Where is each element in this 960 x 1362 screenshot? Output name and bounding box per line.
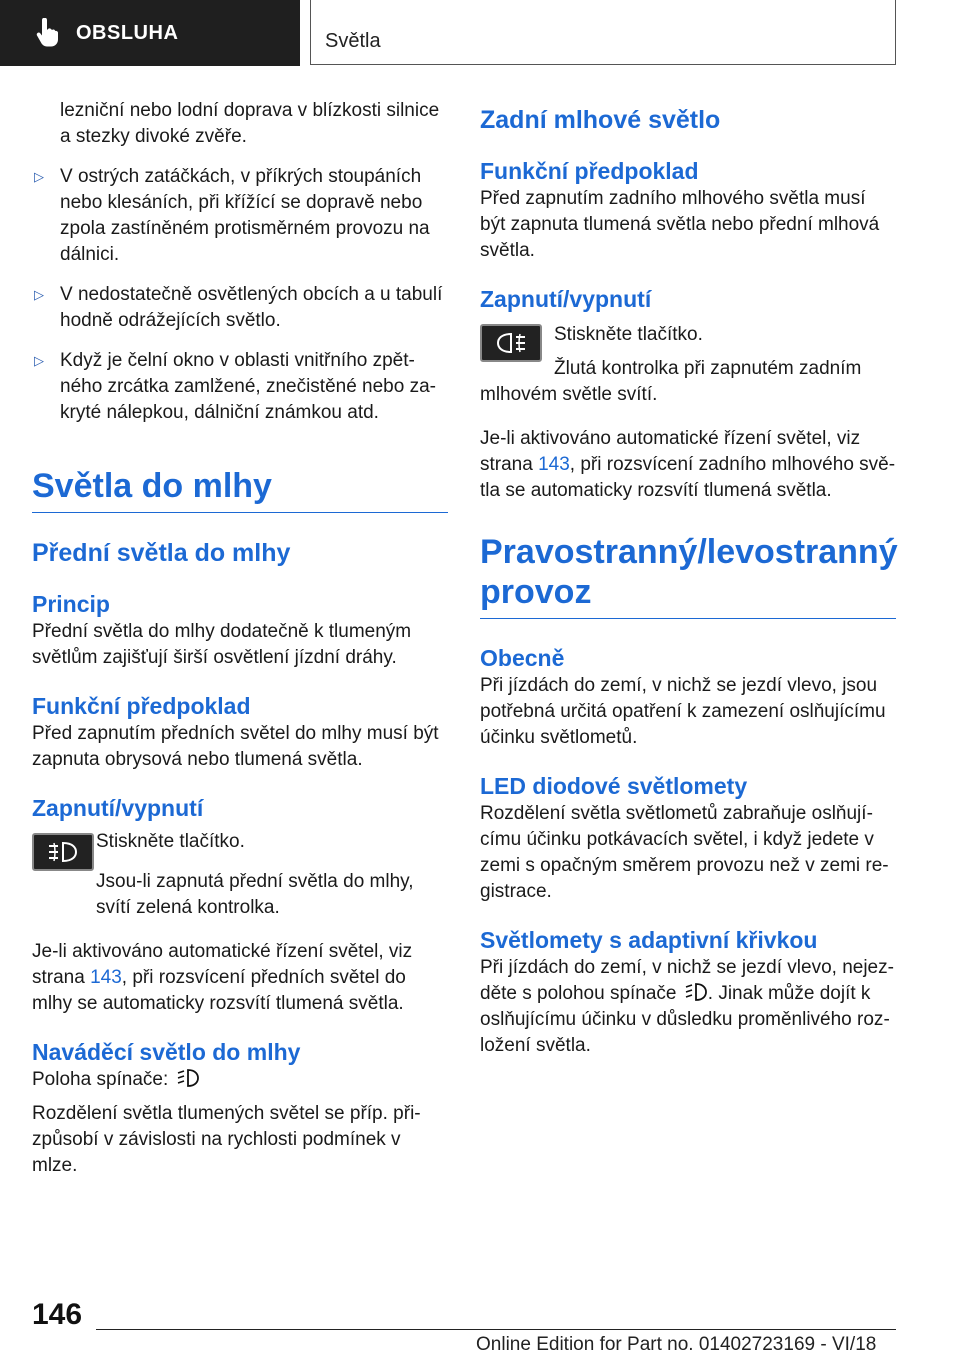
press-button-text: Stiskněte tlačítko. [96,831,245,852]
guide-heading: Naváděcí světlo do mlhy [32,1039,301,1065]
requirement-text: Před zapnutím předních světel do mlhy musí být zapnuta obrysová nebo tlumená světla. [32,723,439,770]
subsection-heading: Přední světla do mlhy [32,539,291,567]
adaptive-text-after: . Jinak může dojít k oslňujícímu účinku v důsledku proměnlivého rozložení světla. [480,983,890,1056]
rear-fog-light-button [480,324,542,362]
chapter-tab [310,0,896,65]
front-fog-light-button [32,833,94,871]
hand-pointer-icon [34,18,60,48]
onoff-heading: Zapnutí/vypnutí [32,795,204,821]
rear-fog-light-icon [494,331,528,355]
section-heading: Pravostranný/levostranný provoz [480,532,896,619]
indicator-text: Žlutá kontrolka při zapnutém zadním mlhovém světle svítí. [480,358,862,405]
footer-divider [96,1329,896,1330]
adaptive-headlight-icon [174,1067,200,1089]
general-text: Při jízdách do zemí, v nichž se jezdí vlevo, jsou potřebná určitá opatření k zamezení oslňujícímu účinku světlometů. [480,675,886,748]
section-label: OBSLUHA [76,21,179,44]
left-column [32,98,448,1179]
auto-text-before: Je-li aktivováno automatické řízení světel, viz strana [480,428,861,475]
switch-position-text [32,1067,448,1093]
edition-text: Online Edition for Part no. 01402723169 - VI/18 [476,1334,877,1355]
auto-lights-text [480,426,896,504]
page-number: 146 [32,1298,83,1331]
general-heading: Obecně [480,645,565,671]
page-header [0,0,960,66]
front-fog-light-icon [46,840,80,864]
led-heading: LED diodové světlomety [480,773,748,799]
auto-lights-text [32,939,448,1017]
switch-position-label: Poloha spínače: [32,1069,169,1090]
indicator-text-part [96,869,448,921]
section-tab [0,0,300,66]
adaptive-text [480,955,896,1059]
front-fog-button-row [32,829,448,921]
indicator-text: Jsou-li zapnutá přední světla do mlhy, svítí zelená kontrolka. [96,871,414,918]
requirement-text: Před zapnutím zadního mlhového světla musí být zapnuta tlumená světla nebo přední mlhová světla. [480,188,880,261]
requirement-heading: Funkční předpoklad [32,693,251,719]
rear-fog-heading: Zadní mlhové světlo [480,106,721,134]
adaptive-headlight-icon [682,981,708,1003]
principle-text: Přední světla do mlhy dodatečně k tlumeným světlům zajišťují širší osvětlení jízdní dráhy. [32,621,412,668]
rear-fog-button-row [480,322,896,374]
onoff-heading: Zapnutí/vypnutí [480,286,652,312]
list-continuation: lezniční nebo lodní doprava v blízkosti silnice a stezky divoké zvěře. [60,100,440,147]
auto-text-after: , při rozsvícení předních světel do mlhy se automaticky rozsvítí tlumená světla. [32,967,406,1014]
requirement-heading: Funkční předpoklad [480,158,699,184]
page-link-143[interactable]: 143 [90,967,122,988]
adaptive-text-before: Při jízdách do zemí, v nichž se jezdí vlevo, nejezděte s polohou spínače [480,957,894,1004]
list-item: ▷ Když je čelní okno v oblasti vnitřního zpětného zrcátka zamlžené, znečistěné nebo zakryté nálepkou, dálniční známkou atd. [32,348,448,426]
section-heading: Světla do mlhy [32,466,448,513]
adaptive-heading: Světlomety s adaptivní křivkou [480,927,818,953]
page-link-143[interactable]: 143 [538,454,570,475]
auto-text-after: , při rozsvícení zadního mlhového světla se automaticky rozsvítí tlumená světla. [480,454,896,501]
principle-heading: Princip [32,591,110,617]
list-item: ▷ V ostrých zatáčkách, v příkrých stoupáních nebo klesáních, při křížící se dopravě nebo zpola zastíněném protisměrném provozu na dálnici. [32,164,448,268]
chapter-label: Světla [325,30,381,52]
press-button-text: Stiskněte tlačítko. [554,324,703,345]
list-item: ▷ V nedostatečně osvětlených obcích a u tabulí hodně odrážejících světlo. [32,282,448,334]
guide-text: Rozdělení světla tlumených světel se příp. přizpůsobí v závislosti na rychlosti podmínek v mlze. [32,1103,421,1176]
right-column [480,98,896,1059]
led-text: Rozdělení světla světlometů zabraňuje oslňujícímu účinku potkávacích světel, i když jedete v zemi s opačným směrem provozu než v zemi registrace. [480,803,889,902]
auto-text-before: Je-li aktivováno automatické řízení světel, viz strana [32,941,413,988]
